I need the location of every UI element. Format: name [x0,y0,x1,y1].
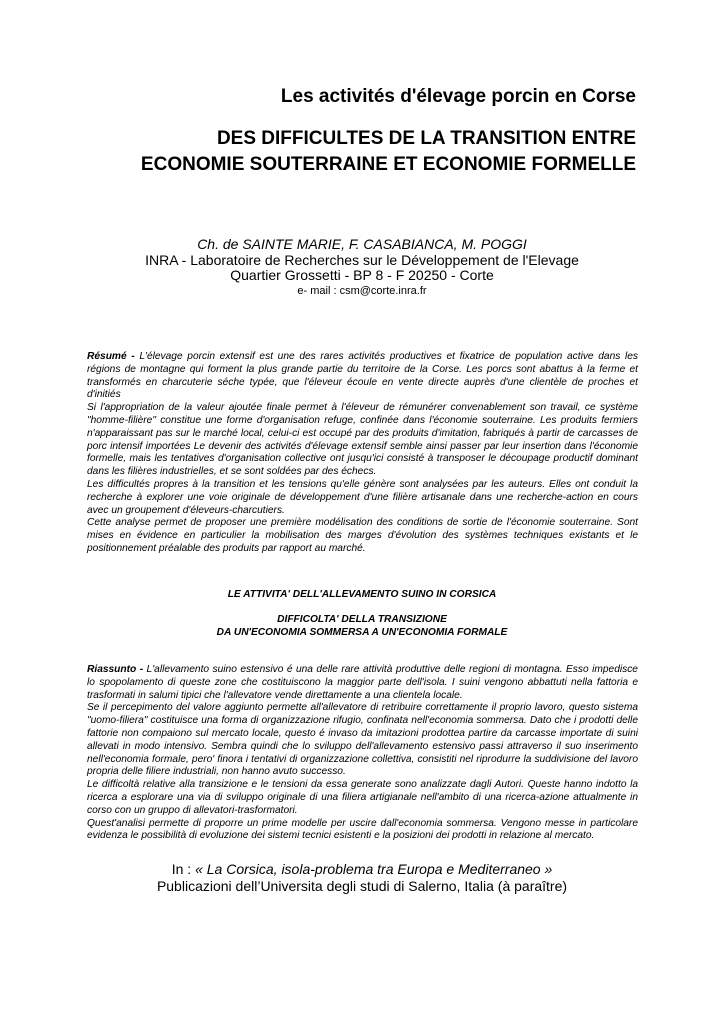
resume-paragraph: Cette analyse permet de proposer une première modélisation des conditions de sortie de l'économie souterraine. Sont mises en évidence en particulier la mobilisation des marges d'évolution des systèmes techniques existants et le positionnement préalable des produits par rapport au marché. [87,517,638,554]
resume-paragraph: Les difficultés propres à la transition et les tensions qu'elle génère sont analysées par les auteurs. Elles ont conduit la recherche à explorer une voie originale de développement d'une filière artisanale dans une recherche-action en cours avec un groupement d'éleveurs-charcutiers. [87,478,638,516]
subtitle-line-1: DES DIFFICULTES DE LA TRANSITION ENTRE [216,128,636,149]
italian-subtitle-2: DA UN'ECONOMIA SOMMERSA A UN'ECONOMIA FORMALE [216,627,508,638]
reference-prefix: In : [171,861,196,877]
italian-title: LE ATTIVITA' DELL'ALLEVAMENTO SUINO IN CORSICA [227,589,497,600]
italian-subtitle-1: DIFFICOLTA' DELLA TRANSIZIONE [277,614,447,625]
document-title: Les activités d'élevage porcin en Corse [280,86,636,107]
riassunto-paragraph: Riassunto - L'allevamento suino estensivo é una delle rare attività produttive delle regioni di montagna. Esso impedisce lo spopolamento di queste zone che costituiscono la maggior parte dell'isola. I suini vengono abbattuti nella fattoria e trasformati in salumi tipici che l'allevatore vende direttamente a una clientela locale. [87,664,638,701]
reference-line-1 [0,861,724,878]
reference-publisher: Publicazioni dell’Universita degli studi di Salerno, Italia (à paraître) [156,878,568,894]
riassunto-paragraph: Le difficoltà relative alla transizione e le tensioni da essa generate sono analizzate dagli Autori. Queste hanno indotto la ricerca a esplorare una via di sviluppo originale di una filiera artigianale nell'ambito di una ricerca-azione attualmente in corso con un gruppo di allevatori-trasformatori. [87,779,638,816]
reference-title: « La Corsica, isola-problema tra Europa e Mediterraneo » [195,861,553,877]
resume-paragraph: Résumé - L'élevage porcin extensif est une des rares activités productives et fixatrice de population active dans les régions de montagne qui forment la plus grande partie du territoire de la Corse. Les porcs sont abattus à la ferme et transformés en charcuterie séche typée, que l'éleveur écoule en vente directe auprès d'une clientèle de proches et d'initiés [87,351,639,401]
riassunto-label: Riassunto - [87,664,144,675]
document-subtitle [36,126,636,178]
resume-abstract [87,351,638,556]
subtitle-line-2: ECONOMIE SOUTERRAINE ET ECONOMIE FORMELLE [140,154,636,175]
email: e- mail : csm@corte.inra.fr [297,285,427,297]
address: Quartier Grossetti - BP 8 - F 20250 - Corte [230,267,494,283]
riassunto-abstract [87,664,638,843]
riassunto-paragraph: Se il percepimento del valore aggiunto permette all'allevatore di retribuire correttamente il proprio lavoro, questo sistema "uomo-filiera" costituisce una forma di organizzazione rifugio, confinata nell'economia sommersa. Dato che i prodotti delle fattorie non compaiono sul mercato locale, questo é invaso da imitazioni prodottea partire da carcasse importate di suini allevati in modo intensivo. Sembra quindi che lo sviluppo dell'allevamento estensivo passi attraverso il suo inserimento nell'economia formale, pero' finora i tentativi di organizzazione collettiva, consistiti nel riprodurre la suddivisione del lavoro propria delle filiere industriali, non hanno avuto successo. [87,702,638,778]
riassunto-paragraph: Quest'analisi permette di proporre un prime modelle per uscire dall'economia sommersa. Vengono messe in particolare evidenza le possibilità di evoluzione dei sistemi tecnici esistenti e la posizioni dei prodotti in relazione al mercato. [87,817,638,842]
resume-label: Résumé - [87,351,135,362]
publication-reference [0,861,724,895]
author-names: Ch. de SAINTE MARIE, F. CASABIANCA, M. POGGI [197,236,527,252]
affiliation: INRA - Laboratoire de Recherches sur le Développement de l'Elevage [145,252,579,268]
resume-paragraph: Si l'appropriation de la valeur ajoutée finale permet à l'éleveur de rémunérer convenablement son travail, ce système "homme-filière" constitue une forme d'organisation refuge, confinée dans l'économie souterraine. Les produits fermiers n'apparaissant pas sur le marché local, celui-ci est occupé par des produits d'imitation, fabriqués à partir de carcasses de porc intensif importées Le devenir des activités d'élevage extensif semble ainsi passer par leur insertion dans l'économie formelle, mais les tentatives d'organisation collective ont jusqu'ici consisté à transposer le découpage productif dominant dans les filières industrielles, et se sont soldées par des échecs. [87,402,638,478]
